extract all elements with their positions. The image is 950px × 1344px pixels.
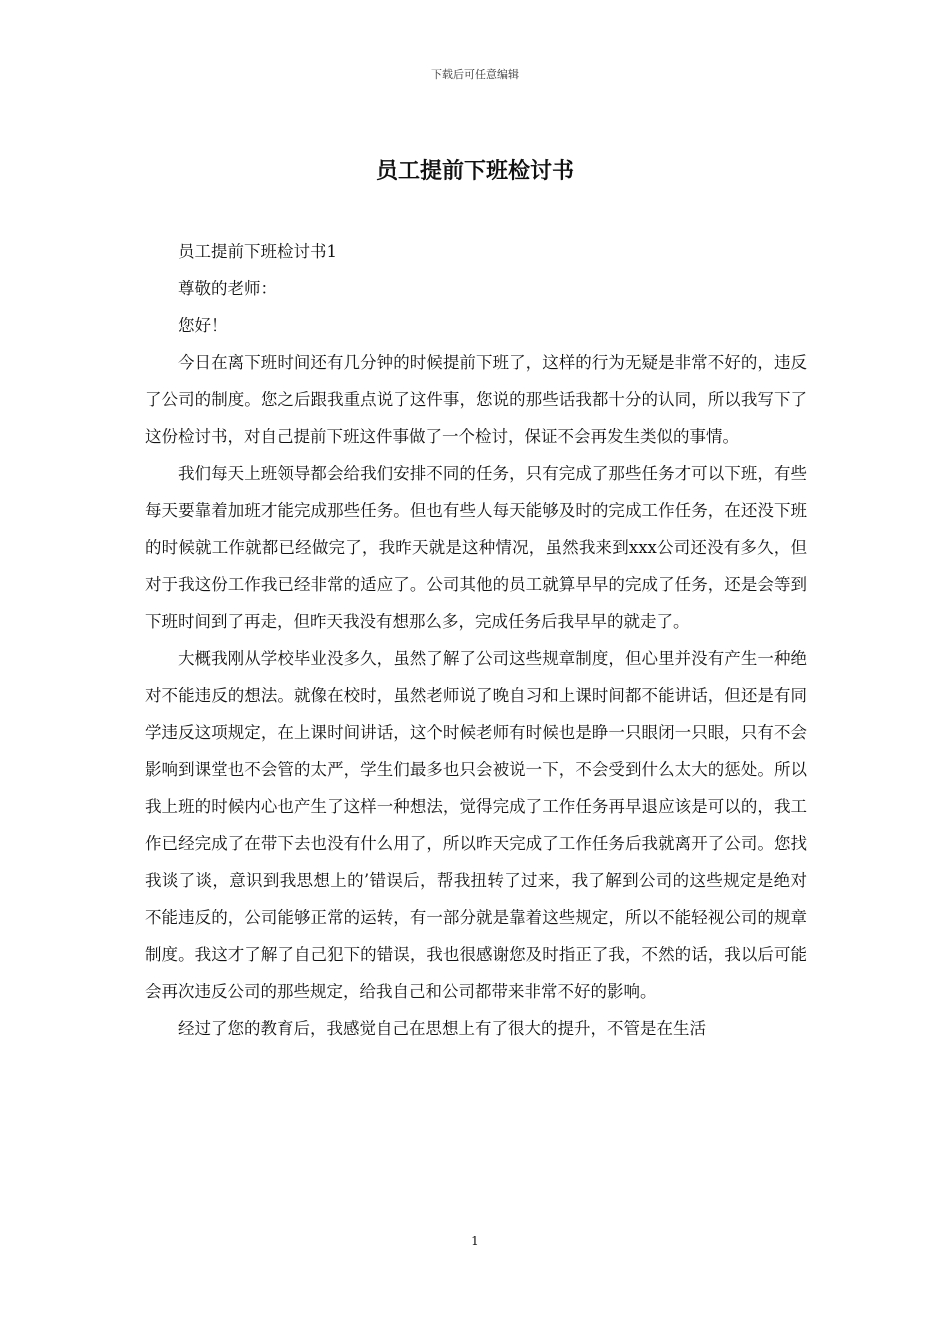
paragraph-body: 大概我刚从学校毕业没多久，虽然了解了公司这些规章制度，但心里并没有产生一种绝对不能违反的想法。就像在校时，虽然老师说了晚自习和上课时间都不能讲话，但还是有同学违反这项规定，在上课时间讲话，这个时候老师有时候也是睁一只眼闭一只眼，只有不会影响到课堂也不会管的太严，学生们最多也只会被说一下，不会受到什么太大的惩处。所以我上班的时候内心也产生了这样一种想法，觉得完成了工作任务再早退应该是可以的，我工作已经完成了在带下去也没有什么用了，所以昨天完成了工作任务后我就离开了公司。您找我谈了谈，意识到我思想上的’错误后，帮我扭转了过来，我了解到公司的这些规定是绝对不能违反的，公司能够正常的运转，有一部分就是靠着这些规定，所以不能轻视公司的规章制度。我这才了解了自己犯下的错误，我也很感谢您及时指正了我，不然的话，我以后可能会再次违反公司的那些规定，给我自己和公司都带来非常不好的影响。 <box>145 649 807 1001</box>
document-title: 员工提前下班检讨书 <box>375 158 574 184</box>
document-body <box>145 233 807 1047</box>
paragraph-heading: 员工提前下班检讨书1 <box>178 242 337 261</box>
paragraph-salutation: 尊敬的老师： <box>178 279 277 298</box>
paragraph-body: 今日在离下班时间还有几分钟的时候提前下班了，这样的行为无疑是非常不好的，违反了公司的制度。您之后跟我重点说了这件事，您说的那些话我都十分的认同，所以我写下了这份检讨书，对自己提前下班这件事做了一个检讨，保证不会再发生类似的事情。 <box>145 353 807 446</box>
header-note: 下载后可任意编辑 <box>431 68 519 81</box>
page-number: 1 <box>471 1234 479 1248</box>
paragraph-body: 经过了您的教育后，我感觉自己在思想上有了很大的提升，不管是在生活 <box>178 1019 706 1038</box>
paragraph-greeting: 您好！ <box>178 316 228 335</box>
paragraph-body: 我们每天上班领导都会给我们安排不同的任务，只有完成了那些任务才可以下班，有些每天要靠着加班才能完成那些任务。但也有些人每天能够及时的完成工作任务，在还没下班的时候就工作就都已经做完了，我昨天就是这种情况，虽然我来到xxx公司还没有多久，但对于我这份工作我已经非常的适应了。公司其他的员工就算早早的完成了任务，还是会等到下班时间到了再走，但昨天我没有想那么多，完成任务后我早早的就走了。 <box>145 464 807 631</box>
